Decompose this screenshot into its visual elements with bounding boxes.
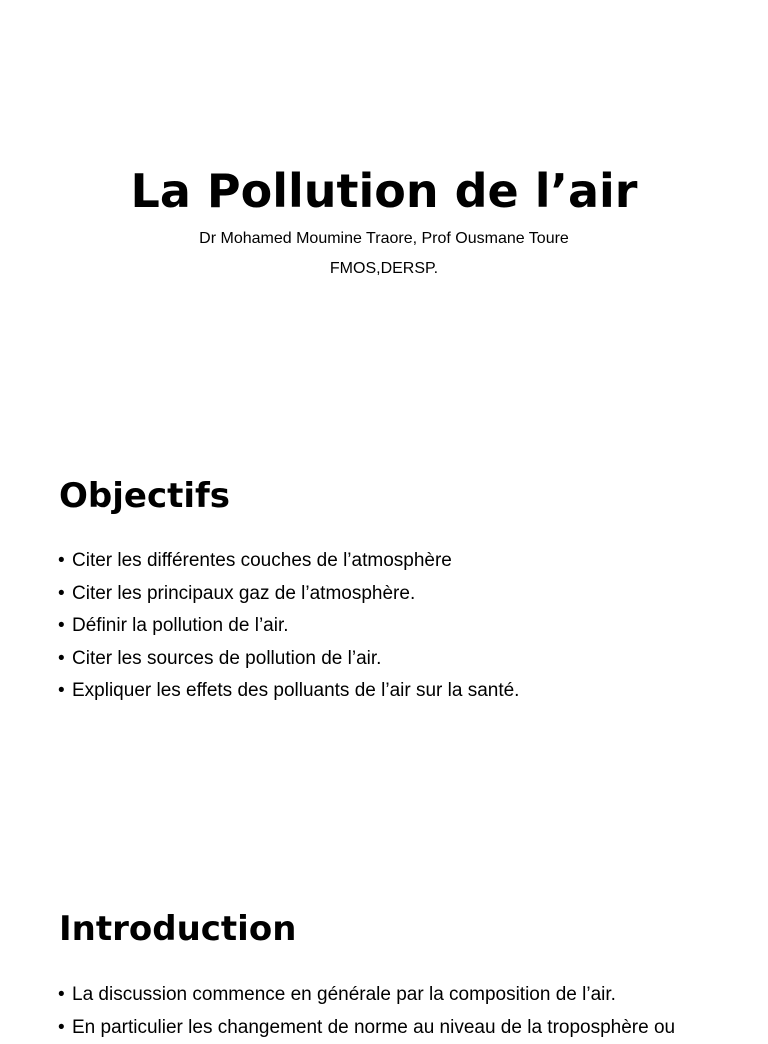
list-item-text: Citer les principaux gaz de l’atmosphère. — [72, 583, 415, 604]
introduction-list — [58, 979, 738, 1044]
bullet-icon: • — [58, 1012, 72, 1044]
title-slide — [0, 0, 768, 433]
objectifs-slide — [0, 433, 768, 866]
list-item-text: En particulier les changement de norme au niveau de la troposphère ou — [72, 1017, 675, 1038]
list-item — [58, 545, 738, 578]
list-item-text: Citer les sources de pollution de l’air. — [72, 648, 381, 669]
introduction-heading: Introduction — [59, 907, 296, 951]
objectifs-list — [58, 545, 738, 708]
bullet-icon: • — [58, 545, 72, 578]
institution-line: FMOS,DERSP. — [0, 259, 768, 279]
list-item — [58, 675, 738, 708]
list-item — [58, 979, 738, 1012]
bullet-icon: • — [58, 578, 72, 611]
list-item-text: Définir la pollution de l’air. — [72, 615, 289, 636]
list-item — [58, 643, 738, 676]
bullet-icon: • — [58, 610, 72, 643]
list-item — [58, 610, 738, 643]
bullet-icon: • — [58, 643, 72, 676]
introduction-slide — [0, 866, 768, 1024]
bullet-icon: • — [58, 979, 72, 1012]
list-item — [58, 578, 738, 611]
objectifs-heading: Objectifs — [59, 474, 230, 518]
bullet-icon: • — [58, 675, 72, 708]
list-item — [58, 1012, 738, 1044]
list-item-text: La discussion commence en générale par la composition de l’air. — [72, 984, 616, 1005]
authors-line: Dr Mohamed Moumine Traore, Prof Ousmane Toure — [0, 229, 768, 249]
list-item-text: Citer les différentes couches de l’atmosphère — [72, 550, 452, 571]
list-item-text: Expliquer les effets des polluants de l’air sur la santé. — [72, 680, 519, 701]
presentation-title: La Pollution de l’air — [0, 160, 768, 222]
